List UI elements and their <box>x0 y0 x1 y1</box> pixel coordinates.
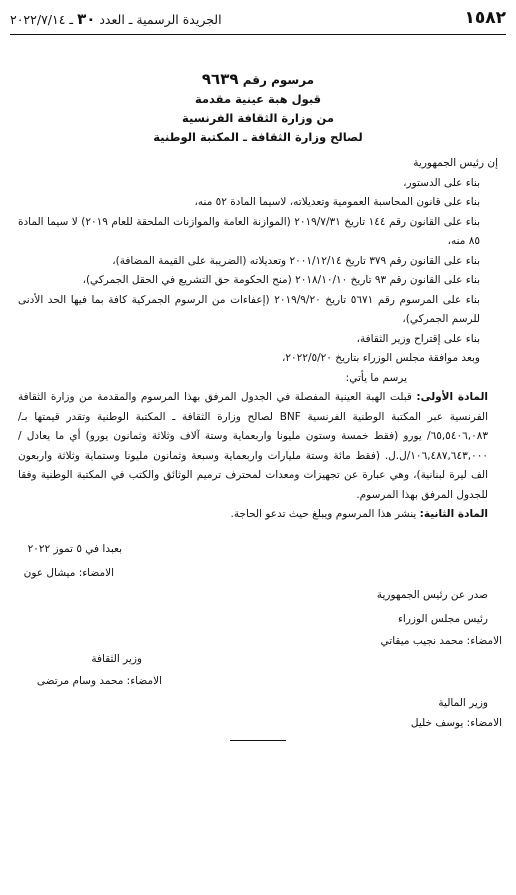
gazette-dash: ـ <box>69 12 74 27</box>
title-line-2: من وزارة الثقافة الفرنسية <box>181 111 335 125</box>
pm-title: رئيس مجلس الوزراء <box>397 613 488 625</box>
gazette-name: الجريدة الرسمية ـ العدد <box>99 12 222 27</box>
title-line-3: لصالح وزارة الثقافة ـ المكتبة الوطنية <box>153 130 363 144</box>
preamble-item: بناء على القانون رقم ٣٧٩ تاريخ ٢٠٠١/١٢/١٤ وتعديلاته (الضريبة على القيمة المضافة)، <box>112 254 480 267</box>
issue-number: ٣٠ <box>77 10 96 28</box>
preamble-item: بناء على الدستور، <box>403 176 480 189</box>
header-divider <box>10 34 506 35</box>
page-header <box>10 8 506 32</box>
decree-number: ٩٦٣٩ <box>201 70 239 88</box>
president-signature: الامضاء: ميشال عون <box>23 567 114 579</box>
decree-body <box>18 154 502 525</box>
issued-by: صدر عن رئيس الجمهورية <box>376 589 488 601</box>
footer-divider <box>230 740 286 741</box>
decree-title <box>0 70 516 147</box>
title-line-1: قبول هبة عينية مقدمة <box>194 92 322 106</box>
president-line: إن رئيس الجمهورية <box>413 157 498 169</box>
place-date: بعبدا في ٥ تموز ٢٠٢٢ <box>27 543 122 555</box>
pm-signature: الامضاء: محمد نجيب ميقاتي <box>380 635 502 647</box>
article-1-text: قبلت الهبة العينية المفصلة في الجدول المرفق بهذا المرسوم والمقدمة من وزارة الثقافة الفرنسية عبر المكتبة الوطنية الفرنسية BNF لصالح وزارة الثقافة ـ المكتبة الوطنية وتقدر قيمتها بـ/ ٦٥,٥٤٠٦,٠٨٣/ يورو (فقط خمسة وستون مليونا واربعماية وستة آلاف وثلاثة وثمانون يورو) أي ما يعادل / ١٠٦,٤٨٧,٦٤٣,٠٠٠/ل.ل. (فقط مائة وستة مليارات واربعماية وسبعة وثمانون مليونا وستماية وثلاثة واربعون الف ليرة لبنانية)، وهي عبارة عن تجهيزات ومعدات لمحترف ترميم الوثائق والكتب في المكتبة الوطنية وفقا للجدول المرفق بهذا المرسوم. <box>18 391 489 501</box>
culture-minister-signature: الامضاء: محمد وسام مرتضى <box>36 675 162 687</box>
preamble-item: بناء على المرسوم رقم ٥٦٧١ تاريخ ٢٠١٩/٩/٢٠ (إعفاءات من الرسوم الجمركية كافة بما فيها الحد الأدنى للرسم الجمركي)، <box>18 293 480 325</box>
article-2-label: المادة الثانية: <box>419 508 488 520</box>
finance-minister-title: وزير المالية <box>438 697 488 709</box>
finance-minister-signature: الامضاء: يوسف خليل <box>410 717 502 729</box>
gazette-date: ٢٠٢٢/٧/١٤ <box>10 12 66 27</box>
preamble-item: بناء على إقتراح وزير الثقافة، <box>356 332 480 345</box>
decree-label: مرسوم رقم <box>242 73 315 87</box>
preamble-item: وبعد موافقة مجلس الوزراء بتاريخ ٢٠٢٢/٥/٢٠، <box>282 352 480 364</box>
gazette-info <box>10 10 222 28</box>
article-1 <box>18 388 502 505</box>
preamble-item: بناء على القانون رقم ٩٣ تاريخ ٢٠١٨/١٠/١٠ (منح الحكومة حق التشريع في الحقل الجمركي)، <box>82 274 480 286</box>
article-2 <box>18 505 502 525</box>
page-number: ١٥٨٢ <box>464 8 506 28</box>
decree-number-line <box>0 70 516 90</box>
culture-minister-title: وزير الثقافة <box>91 653 142 665</box>
preamble-item: بناء على القانون رقم ١٤٤ تاريخ ٢٠١٩/٧/٣١ (الموازنة العامة والموازنات الملحقة للعام ٢٠١٩) لا سيما المادة ٨٥ منه، <box>18 215 480 247</box>
preamble-item: بناء على قانون المحاسبة العمومية وتعديلاته، لاسيما المادة ٥٢ منه، <box>194 196 480 208</box>
decrees-line: يرسم ما يأتي: <box>345 371 407 384</box>
article-2-text: ينشر هذا المرسوم ويبلغ حيث تدعو الحاجة. <box>230 508 417 520</box>
article-1-label: المادة الأولى: <box>416 391 488 403</box>
